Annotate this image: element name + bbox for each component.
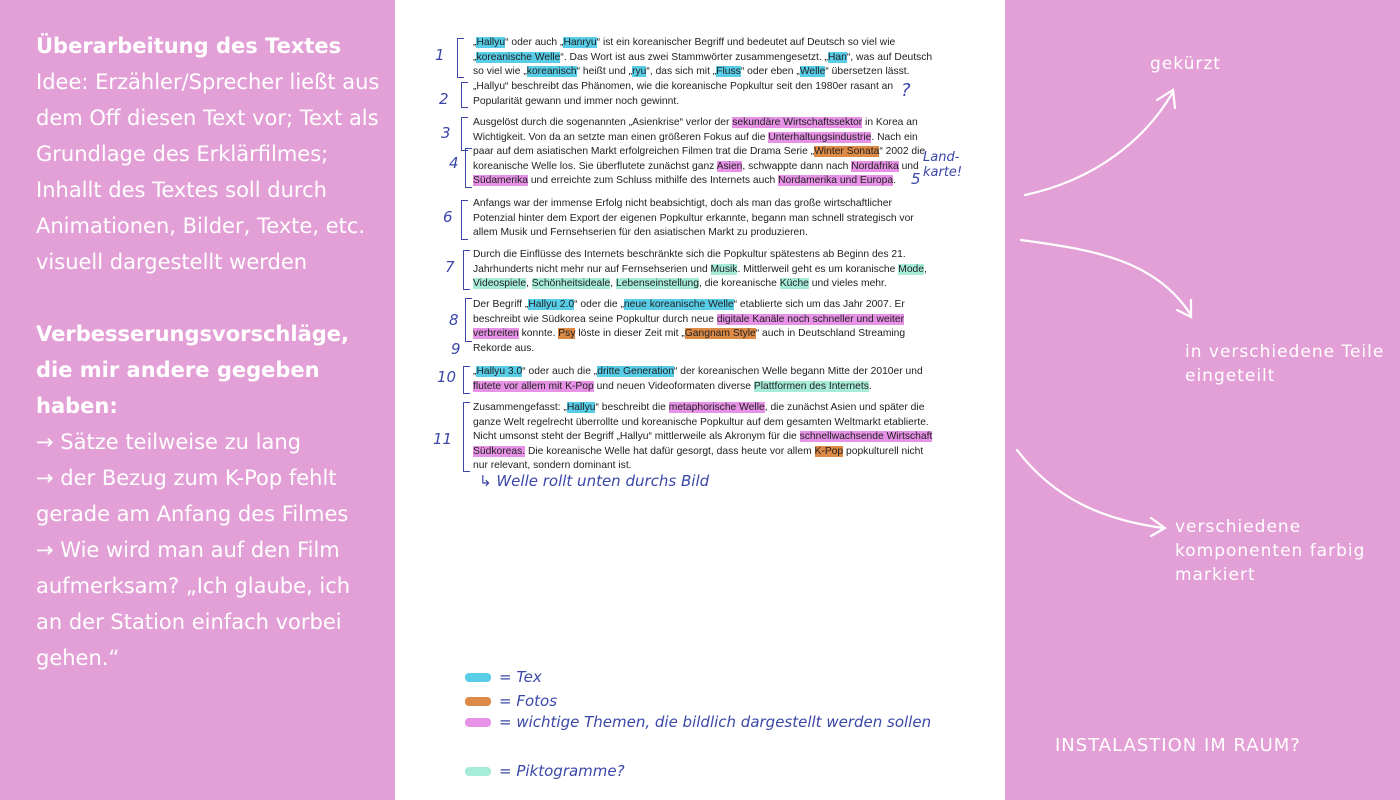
left-panel-text <box>36 28 381 676</box>
highlighted-term: Fluss <box>716 66 741 78</box>
highlighted-term: metaphorische Welle <box>668 402 765 413</box>
text-segment: “ auch in Deutschland Streaming Rekorde aus. <box>473 328 906 354</box>
paragraph <box>473 197 933 241</box>
text-segment: , <box>610 278 616 290</box>
text-segment: . <box>893 175 896 187</box>
paragraph-text <box>473 197 933 241</box>
suggestion-item: → der Bezug zum K-Pop fehlt gerade am Anfang des Filmes <box>36 466 349 526</box>
paragraph <box>473 36 933 80</box>
highlighted-term: Lebenseinstellung <box>615 278 699 290</box>
highlighted-term: Südamerika <box>473 175 528 187</box>
paragraph-number: 9 <box>451 340 461 358</box>
paragraph-number: 1 <box>435 46 445 64</box>
legend-swatch <box>465 718 491 727</box>
text-segment: “ beschreibt die <box>595 402 669 413</box>
paragraph-text <box>473 298 933 356</box>
highlighted-term: dritte Generation <box>597 366 674 377</box>
text-segment: “. Das Wort ist aus zwei Stammwörter zusammengesetzt. „ <box>560 51 828 63</box>
paragraph-text <box>473 80 933 109</box>
note-shortened: gekürzt <box>1150 54 1221 74</box>
highlighted-term: Nordafrika <box>851 160 899 172</box>
paragraph-bracket <box>465 148 472 188</box>
paragraph-bracket <box>463 250 470 290</box>
highlighted-term: ryu <box>632 66 647 78</box>
arrow-icon <box>1017 450 1163 528</box>
paragraph-bracket <box>461 82 468 108</box>
text-segment: , <box>526 278 532 290</box>
highlighted-term: Plattformen des Internets <box>753 380 869 392</box>
highlighted-term: Küche <box>779 278 809 290</box>
paragraph-number: 11 <box>433 430 453 448</box>
paragraph <box>473 80 933 109</box>
text-segment: „ <box>473 366 477 377</box>
paragraph-bracket <box>457 38 464 78</box>
text-segment: und erreichte zum Schluss mithilfe des Internets auch <box>527 175 779 187</box>
text-segment: , die zunächst Asien und später die ganze Welt regelrecht überrollte und koreanische Popkultur auf dem gesamten Weltmarkt etablierte. Nicht umsonst steht der Begriff „Hallyu“ mittlerweile als Akronym für die <box>473 402 929 443</box>
text-segment: . <box>868 380 872 392</box>
legend-swatch <box>465 673 491 682</box>
paragraph-number: 10 <box>437 368 457 386</box>
highlighted-term: Psy <box>558 328 576 340</box>
text-segment: Anfangs war der immense Erfolg nicht beabsichtigt, doch als man das große wirtschaftlicher Potenzial hinter dem Export der eigenen Popkultur erkannte, begann man schnell strategisch vor allem Musik und Fernsehserien für den asiatischen Markt zu produzieren. <box>473 198 914 239</box>
question-mark-annotation: ? <box>901 80 911 101</box>
legend-item <box>465 692 557 710</box>
text-segment: . Mittlerweil geht es um koranische <box>737 263 899 275</box>
text-segment: “ oder auch „ <box>505 37 564 48</box>
highlighted-term: Asien <box>716 160 743 172</box>
paragraph-text <box>473 401 933 474</box>
text-segment: , <box>924 263 927 275</box>
text-segment: Durch die Einflüsse des Internets beschränkte sich die Popkultur spätestens ab Beginn des 21. Jahrhunderts nicht mehr nur auf Fernsehserien und <box>473 249 906 275</box>
text-segment: . Nach ein paar auf dem asiatischen Markt erfolgreichen Filmen trat die Drama Serie „ <box>473 131 918 158</box>
highlighted-term: Musik <box>710 263 738 275</box>
text-segment: “ oder die „ <box>574 299 624 310</box>
text-segment: „Hallyu“ beschreibt das Phänomen, wie die koreanische Popkultur seit den 1980er rasant an Popularität gewann und immer noch gewinnt. <box>473 81 894 107</box>
paragraph-number: 3 <box>441 124 451 142</box>
highlighted-term: Mode <box>898 263 925 275</box>
idea-text: Idee: Erzähler/Sprecher ließt aus dem Off diesen Text vor; Text als Grundlage des Erklärfilmes; Inhallt des Textes soll durch Animationen, Bilder, Texte, etc. visuell dargestellt werden <box>36 70 380 274</box>
legend-label: = Fotos <box>499 692 558 710</box>
text-segment: löste in dieser Zeit mit „ <box>575 328 685 340</box>
suggestions-heading: Verbesserungsvorschläge, die mir andere gegeben haben: <box>36 322 350 418</box>
text-segment: “ oder auch die „ <box>522 366 598 377</box>
highlighted-term: Unterhaltungsindustrie <box>768 131 872 143</box>
note-colored: verschiedene komponenten farbig markiert <box>1175 517 1366 585</box>
paragraph-text <box>473 248 933 292</box>
text-segment: , schwappte dann nach <box>742 160 852 172</box>
highlighted-term: Gangnam Style <box>684 328 756 340</box>
highlighted-term: Hallyu 3.0 <box>476 366 523 377</box>
paragraph-number: 2 <box>439 90 449 108</box>
highlighted-term: Hallyu <box>476 37 506 48</box>
revision-heading: Überarbeitung des Textes <box>36 34 342 58</box>
highlighted-term: koreanisch <box>526 66 577 78</box>
legend-item <box>465 712 959 732</box>
highlighted-term: Videospiele <box>473 278 527 290</box>
text-segment: , die koreanische <box>698 278 780 290</box>
highlighted-term: Winter Sonata <box>814 146 880 158</box>
highlighted-term: Nordamerika und Europa <box>778 175 894 187</box>
text-segment: “, das sich mit „ <box>646 66 717 78</box>
highlighted-term: flutete vor allem mit K-Pop <box>473 380 594 392</box>
installation-question: INSTALASTION IM RAUM? <box>1055 735 1301 756</box>
highlighted-term: schnellwachsende Wirtschaft Südkoreas. <box>473 431 933 457</box>
legend-swatch <box>465 767 491 776</box>
arrow-icon <box>1021 240 1191 315</box>
arrow-icon <box>1025 92 1173 195</box>
paragraph <box>473 116 933 189</box>
highlighted-term: Schönheitsideale <box>531 278 611 290</box>
text-segment: “ der koreanischen Welle begann Mitte der 2010er und <box>673 366 923 377</box>
text-segment: “ übersetzen lässt. <box>825 66 910 78</box>
highlighted-term: K-Pop <box>814 445 844 457</box>
paragraph-text <box>473 36 933 80</box>
arrow-head-icon <box>1177 300 1191 317</box>
paragraph-number: 5 <box>911 170 921 188</box>
text-segment: in Korea an Wichtigkeit. Von da an setzte man einen größeren Fokus auf die <box>473 117 918 143</box>
text-segment: Der Begriff „ <box>473 299 529 310</box>
text-segment: popkulturell nicht nur relevant, sondern dominant ist. <box>473 445 924 472</box>
highlighted-term: Han <box>828 51 847 63</box>
arrow-head-icon <box>1157 90 1175 108</box>
legend-label: = wichtige Themen, die bildlich dargestellt werden sollen <box>499 713 932 731</box>
highlighted-term: sekundäre Wirtschaftssektor <box>732 117 863 128</box>
paragraph-bracket <box>461 117 468 151</box>
text-segment: und neuen Videoformaten diverse <box>593 380 754 392</box>
legend-item <box>465 762 625 780</box>
text-segment: Ausgelöst durch die sogenannten „Asienkrise“ verlor der <box>473 117 733 128</box>
text-segment: konnte. <box>518 328 559 340</box>
paragraph-number: 4 <box>449 154 459 172</box>
highlighted-term: neue koreanische Welle <box>623 299 734 310</box>
suggestion-item: → Sätze teilweise zu lang <box>36 430 301 454</box>
paragraph-bracket <box>463 402 470 472</box>
paragraph-bracket <box>463 366 470 394</box>
wave-annotation: ↳ Welle rollt unten durchs Bild <box>479 472 710 490</box>
text-segment: “, was auf Deutsch so viel wie „ <box>473 51 933 78</box>
scanned-document <box>395 0 1005 800</box>
paragraph-text <box>473 116 933 189</box>
text-segment: „ <box>473 37 477 48</box>
right-panel <box>1005 0 1400 800</box>
paragraph <box>473 248 933 292</box>
suggestion-item: → Wie wird man auf den Film aufmerksam? „Ich glaube, ich an der Station einfach vorbei gehen.“ <box>36 538 351 670</box>
text-segment: “ heißt und „ <box>576 66 633 78</box>
note-divided: in verschiedene Teile eingeteilt <box>1185 342 1385 386</box>
paragraph <box>473 401 933 474</box>
highlighted-term: Hallyu <box>566 402 596 413</box>
legend-swatch <box>465 697 491 706</box>
highlighted-term: Hallyu 2.0 <box>528 299 575 310</box>
text-segment: “ etablierte sich um das Jahr 2007. Er beschreibt wie Südkorea seine Popkultur durch neue <box>473 299 905 325</box>
paragraph-number: 8 <box>449 311 459 329</box>
legend-item <box>465 668 542 686</box>
legend-label: = Tex <box>499 668 542 686</box>
text-segment: “ 2002 die koreanische Welle los. Sie überflutete zunächst ganz <box>473 146 926 172</box>
paragraph-bracket <box>461 200 468 240</box>
left-panel <box>0 0 395 800</box>
paragraph <box>473 298 933 356</box>
text-segment: und <box>898 160 919 172</box>
text-segment: Die koreanische Welle hat dafür gesorgt, dass heute vor allem <box>525 445 815 457</box>
paragraph-number: 6 <box>443 208 453 226</box>
paragraph <box>473 365 933 394</box>
paragraph-number: 7 <box>445 258 455 276</box>
text-segment: Zusammengefasst: „ <box>473 402 567 413</box>
text-segment: “ ist ein koreanischer Begriff und bedeutet auf Deutsch so viel wie „ <box>473 37 896 63</box>
text-segment: “ oder eben „ <box>740 66 800 78</box>
arrows-drawing <box>1005 0 1400 800</box>
legend-label: = Piktogramme? <box>499 762 625 780</box>
paragraph-text <box>473 365 933 394</box>
landkarte-annotation: Land-karte! <box>923 150 963 180</box>
highlighted-term: digitale Kanäle noch schneller und weiter verbreiten <box>473 313 905 340</box>
highlighted-term: Welle <box>799 66 826 78</box>
text-segment: und vieles mehr. <box>808 278 887 290</box>
highlighted-term: Hanryu <box>563 37 597 48</box>
paragraph-bracket <box>465 298 472 342</box>
highlighted-term: koreanische Welle <box>476 51 561 63</box>
